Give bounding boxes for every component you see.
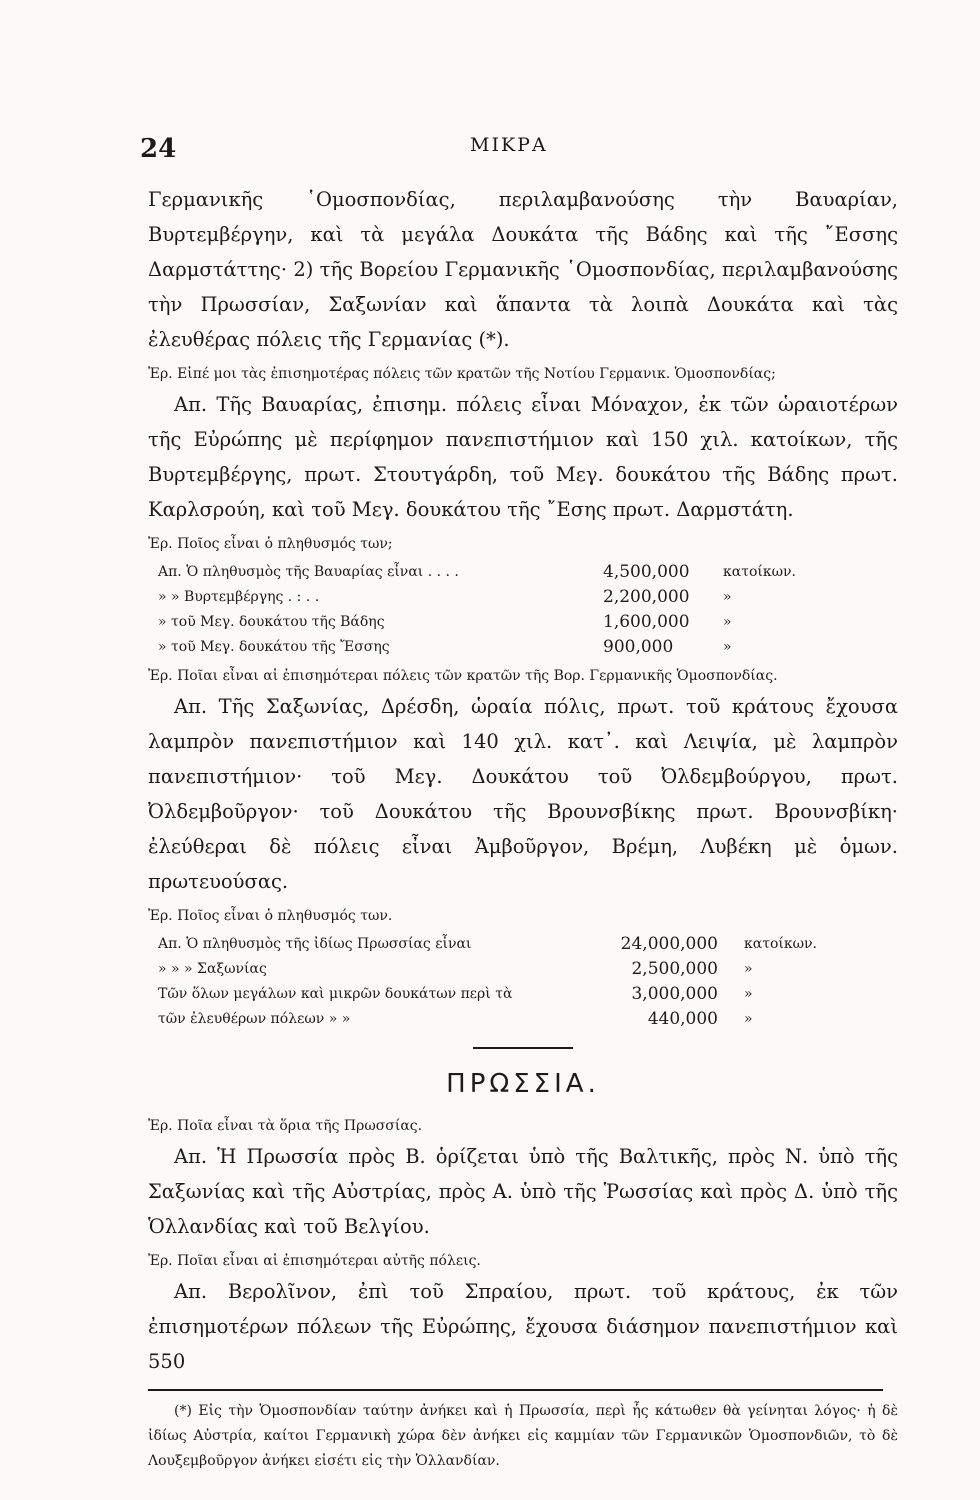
population-label: » τοῦ Μεγ. δουκάτου τῆς Ἔσσης bbox=[158, 638, 390, 655]
population-unit: » bbox=[744, 1010, 753, 1027]
population-label: » » Βυρτεμβέργης . : . . bbox=[158, 588, 320, 605]
table-row bbox=[148, 981, 884, 1006]
page-number: 24 bbox=[140, 134, 177, 164]
question-prussia-borders: Ἐρ. Ποῖα εἶναι τὰ ὅρια τῆς Πρωσσίας. bbox=[148, 1118, 423, 1134]
intro-paragraph: Γερμανικῆς ῾Ομοσπονδίας, περιλαμβανούσης τὴν Βαυαρίαν, Βυρτεμβέργην, καὶ τὰ μεγάλα Δουκάτα τῆς Βάδης καὶ τῆς ῎Εσσης Δαρμστάττης· 2) τῆς Βορείου Γερμανικῆς ῾Ομοσπονδίας, περιλαμβανούσης τὴν Πρωσσίαν, Σαξωνίαν καὶ ἅπαντα τὰ λοιπὰ Δουκάτα καὶ τὰς ἐλευθέρας πόλεις τῆς Γερμανίας (*). bbox=[148, 188, 898, 351]
footnote: (*) Εἰς τὴν Ὁμοσπονδίαν ταύτην ἀνήκει καὶ ἡ Πρωσσία, περὶ ἧς κάτωθεν θὰ γείνηται λόγος· ἡ δὲ ἰδίως Αὐστρία, καίτοι Γερμανικὴ χώρα δὲν ἀνήκει εἰς καμμίαν τῶν Γερμανικῶν Ὁμοσπονδιῶν, τὸ δὲ Λουξεμβοῦργον ἀνήκει εἰσέτι εἰς τὴν Ὁλλανδίαν. bbox=[148, 1403, 898, 1469]
population-unit: » bbox=[723, 588, 732, 605]
population-unit: κατοίκων. bbox=[723, 563, 796, 580]
answer-prussia-cities: Απ. Βερολῖνον, ἐπὶ τοῦ Σπραίου, πρωτ. τοῦ κράτους, ἐκ τῶν ἐπισημοτέρων πόλεων τῆς Εὐρώπης, ἔχουσα διάσημον πανεπιστήμιον καὶ 550 bbox=[148, 1280, 898, 1373]
population-value: 24,000,000 bbox=[620, 933, 718, 954]
footnote-divider bbox=[148, 1389, 883, 1391]
population-unit: » bbox=[723, 613, 732, 630]
table-row bbox=[148, 931, 884, 956]
page-header bbox=[140, 128, 900, 168]
answer-north-cities: Απ. Τῆς Σαξωνίας, Δρέσδη, ὡραία πόλις, πρωτ. τοῦ κράτους ἔχουσα λαμπρὸν πανεπιστήμιον καὶ 140 χιλ. κατ᾽. καὶ Λειψία, μὲ λαμπρὸν πανεπιστήμιον· τοῦ Μεγ. Δουκάτου τοῦ Ὀλδεμβούργου, πρωτ. Ὀλδεμβοῦργον· τοῦ Δουκάτου τῆς Βρουνσβίκης πρωτ. Βρουνσβίκη· ἐλεύθεραι δὲ πόλεις εἶναι Ἀμβοῦργον, Βρέμη, Λυβέκη μὲ ὁμων. πρωτευούσας. bbox=[148, 695, 898, 893]
population-value: 2,500,000 bbox=[631, 958, 718, 979]
population-value: 440,000 bbox=[647, 1008, 718, 1029]
population-label: » » » Σαξωνίας bbox=[158, 960, 267, 977]
population-value: 900,000 bbox=[603, 636, 674, 657]
population-label: Τῶν ὅλων μεγάλων καὶ μικρῶν δουκάτων περὶ τὰ bbox=[158, 985, 513, 1002]
table-row bbox=[148, 559, 863, 584]
section-title: ΠΡΩΣΣΙΑ. bbox=[446, 1069, 600, 1099]
section-divider bbox=[473, 1047, 573, 1049]
population-label: τῶν ἐλευθέρων πόλεων » » bbox=[158, 1010, 351, 1027]
population-value: 3,000,000 bbox=[631, 983, 718, 1004]
population-label: Απ. Ὁ πληθυσμὸς τῆς ἰδίως Πρωσσίας εἶναι bbox=[158, 935, 472, 952]
answer-south-cities: Απ. Τῆς Βαυαρίας, ἐπισημ. πόλεις εἶναι Μόναχον, ἐκ τῶν ὡραιοτέρων τῆς Εὐρώπης μὲ περίφημον πανεπιστήμιον καὶ 150 χιλ. κατοίκων, τῆς Βυρτεμβέργης, πρωτ. Στουτγάρδη, τοῦ Μεγ. δουκάτου τῆς Βάδης πρωτ. Καρλσρούη, καὶ τοῦ Μεγ. δουκάτου τῆς ῎Εσης πρωτ. Δαρμστάτη. bbox=[148, 393, 898, 521]
table-row bbox=[148, 584, 863, 609]
question-north-population: Ἐρ. Ποῖος εἶναι ὁ πληθυσμός των. bbox=[148, 908, 393, 924]
table-row bbox=[148, 609, 863, 634]
population-unit: » bbox=[744, 960, 753, 977]
question-prussia-cities: Ἐρ. Ποῖαι εἶναι αἱ ἐπισημότεραι αὐτῆς πόλεις. bbox=[148, 1253, 481, 1269]
question-south-population: Ἐρ. Ποῖος εἶναι ὁ πληθυσμός των; bbox=[148, 536, 393, 552]
population-unit: » bbox=[723, 638, 732, 655]
population-unit: κατοίκων. bbox=[744, 935, 817, 952]
question-north-cities: Ἐρ. Ποῖαι εἶναι αἱ ἐπισημότεραι πόλεις τῶν κρατῶν τῆς Βορ. Γερμανικῆς Ὁμοσπονδίας. bbox=[148, 668, 778, 684]
population-table-north bbox=[148, 931, 884, 1031]
population-label: » τοῦ Μεγ. δουκάτου τῆς Βάδης bbox=[158, 613, 385, 630]
population-value: 4,500,000 bbox=[603, 561, 690, 582]
table-row bbox=[148, 1006, 884, 1031]
table-row bbox=[148, 634, 863, 659]
population-label: Απ. Ὁ πληθυσμὸς τῆς Βαυαρίας εἶναι . . . . bbox=[158, 563, 459, 580]
question-south-cities: Ἐρ. Εἰπέ μοι τὰς ἐπισημοτέρας πόλεις τῶν κρατῶν τῆς Νοτίου Γερμανικ. Ὁμοσπονδίας; bbox=[148, 366, 776, 382]
population-unit: » bbox=[744, 985, 753, 1002]
running-title: ΜΙΚΡΑ bbox=[470, 134, 548, 156]
population-value: 2,200,000 bbox=[603, 586, 690, 607]
table-row bbox=[148, 956, 884, 981]
population-table-south bbox=[148, 559, 863, 659]
population-value: 1,600,000 bbox=[603, 611, 690, 632]
answer-prussia-borders: Απ. Ἡ Πρωσσία πρὸς Β. ὁρίζεται ὑπὸ τῆς Βαλτικῆς, πρὸς Ν. ὑπὸ τῆς Σαξωνίας καὶ τῆς Αὐστρίας, πρὸς Α. ὑπὸ τῆς Ῥωσσίας καὶ πρὸς Δ. ὑπὸ τῆς Ὁλλανδίας καὶ τοῦ Βελγίου. bbox=[148, 1145, 898, 1238]
page-body bbox=[148, 182, 898, 1474]
